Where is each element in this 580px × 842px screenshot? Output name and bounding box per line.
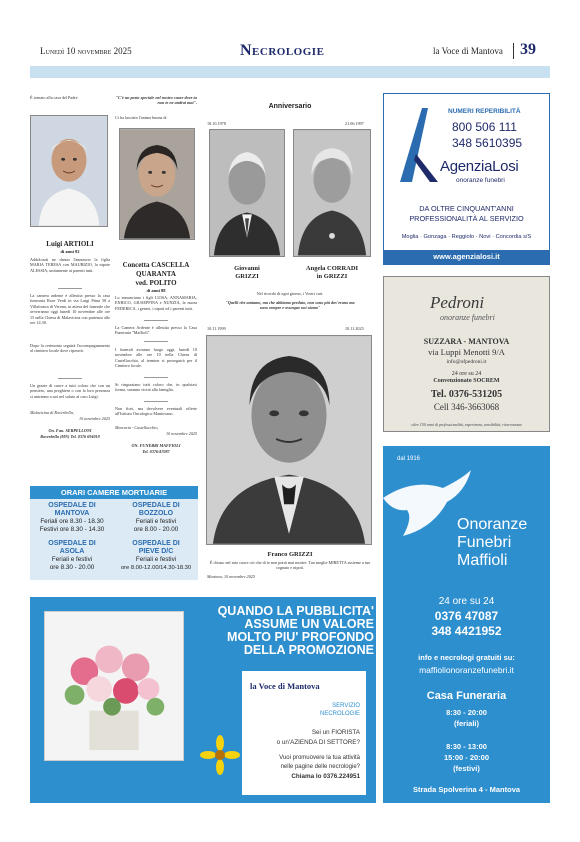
place: Malavicina di Roverbella, [30,410,74,415]
date-4: 10.11.2025 [345,326,364,331]
maffioli-title-3: Maffioli [457,552,508,569]
hospital-pieve [114,540,198,572]
funeral-home-phone: Roverbella (MN) Tel. 0376 694018 [40,434,100,439]
promo-question-3: Vuoi promuovere la tua attività [279,755,360,761]
pedroni-socrem: Convenzionato SOCREM [433,378,500,384]
name-artioli: Luigi ARTIOLI [46,240,94,248]
maffioli-hours-3-note: (festivi) [453,764,480,773]
date-2: 21.06.1997 [345,121,364,126]
name-giovanni-1: Giovanni [234,265,260,272]
pedroni-email[interactable]: info@ofpedroni.it [446,359,487,365]
ad-maffioli[interactable] [383,446,550,803]
promo-headline-2: ASSUME UN VALORE [244,617,374,631]
promo-card[interactable] [242,671,366,795]
hospital-hours: Feriali e festivi [51,556,93,563]
pedroni-tel[interactable]: Tel. 0376-531205 [430,389,503,400]
place: Mantova, 10 novembre 2025 [207,574,255,579]
name-line-3: ved. POLITO [135,279,177,287]
age-cascella: di anni 88 [146,288,166,293]
text-1: Addolorati ne danno l'annuncio la figlia MARIA TERESA con MAURIZIO, la nipote ALESSIA, unitamente ai parenti tutti. [30,257,110,273]
divider [144,377,168,378]
hospital-hours: Feriali e festivi [135,518,177,525]
promo-phone[interactable]: Chiama lo 0376.224951 [291,773,360,780]
promo-question-1: Sei un FIORISTA [311,729,360,736]
promo-question-2: o un'AZIENDA DI SETTORE? [276,739,360,746]
text-2: La camera ardente è allestita presso la casa funeraria Rose Verdi in via Luigi Prina 58 a Villafranca di Verona, in attesa del funerale che avverranno oggi lunedì 10 novembre alle ore 15 nella Chiesa di Malavicina con partenza alle ore 14.30. [30,293,110,326]
photo-franco [206,335,372,545]
hospital-hours: ore 8.00-12.00/14.30-18.30 [120,565,192,571]
age-artioli: di anni 92 [60,249,80,254]
promo-headline-1: QUANDO LA PUBBLICITA' [217,604,374,618]
promo-necrologie[interactable] [30,597,376,803]
promo-service-1: SERVIZIO [332,703,360,709]
obituary-cascella [115,95,197,480]
numeri-label: NUMERI REPERIBILITÀ [448,108,521,115]
text-5: Non fiori, ma devolvere eventuali offerte all'Istituto Oncologico Mantovano. [115,406,197,417]
losi-website[interactable]: www.agenzialosi.it [384,250,549,264]
divider [144,341,168,342]
hospital-name: OSPEDALE DI ASOLA [48,540,96,555]
quote: "C'è un posto speciale nel nostro cuore dove tu non te ne andrai mai". [115,95,197,106]
text-4: Si ringraziano tutti coloro che, in qualsiasi forma, saranno vicini alla famiglia. [115,382,197,393]
franco-text: È chiuso nel mio cuore ciò che di te non potrà mai morire. Tua moglie MIRETTA assieme a tuo cognato e nipoti. [209,560,371,571]
funeral-home-phone: Tel. 0376/47087 [142,449,170,454]
place: Marcaria - Castellucchio, [115,425,159,430]
date-1: 18.10.1978 [207,121,226,126]
paper-name: la Voce di Mantova [433,46,503,56]
ad-pedroni[interactable] [383,276,550,432]
text-1: Lo annunciano i figli LUISA, ANNAMARIA, ENRICO, GIUSEPPINA e NUNZIA, la nuora FEDERICA, i generi, i nipoti ed i parenti tutti. [115,295,197,311]
name-giovanni-2: GRIZZI [235,273,259,280]
divider [58,288,82,289]
hospital-name: OSPEDALE DI MANTOVA [48,502,96,517]
section-title: Necrologie [240,42,325,59]
mortuary-hours-box [30,486,198,580]
losi-subtitle: onoranze funebri [456,177,505,184]
name-angela-2: in GRIZZI [316,273,348,280]
pedroni-address: via Luppi Menotti 9/A [428,347,505,357]
memory-quote: "Quelli che amiamo, ma che abbiamo perduto, non sono più dov'erano ma sono sempre e ovunque noi siamo" [225,300,355,311]
promo-question-4: nelle pagine delle necrologie? [280,764,360,770]
obituary-artioli [30,95,110,480]
hospital-asola [30,540,114,572]
yellow-flower-icon [200,735,240,775]
mortuary-hours-title: ORARI CAMERE MORTUARIE [30,486,198,499]
hospital-hours: Festivi ore 8.30 - 14.30 [39,526,105,533]
memory-text: Nel ricordo di ogni giorno, i Vostri cari. [256,291,324,296]
hospital-name: OSPEDALE DI BOZZOLO [132,502,180,517]
maffioli-since: dal 1916 [397,456,421,462]
header-band [30,66,550,78]
hospital-hours: ore 8.30 - 20.00 [49,564,95,571]
anniversary-title: Anniversario [268,103,312,110]
text-3: I funerali avranno luogo oggi, lunedì 10 novembre alle ore 10 nella Chiesa di Castellucchio, al termine si proseguirà per il Cimitero locale. [115,347,197,369]
maffioli-title-1: Onoranze [457,516,528,533]
name-angela-1: Angela CORRADI [305,265,359,272]
header-divider [513,43,514,59]
divider [144,401,168,402]
hospital-hours: Feriali ore 8.30 - 18.30 [40,518,104,525]
date-3: 10.11.1999 [207,326,226,331]
date: 10 novembre 2025 [165,431,197,436]
anniversary-notice [205,95,375,585]
pedroni-town: SUZZARA - MANTOVA [423,337,510,346]
intro-text: È tornato alla casa del Padre [30,95,78,100]
hospital-mantova [30,502,114,534]
divider [144,320,168,321]
maffioli-hours-3: 15:00 - 20:00 [443,753,490,762]
promo-headline [190,605,374,657]
hospital-bozzolo [114,502,198,534]
maffioli-hours-1-note: (feriali) [453,719,479,728]
pedroni-subtitle: onoranze funebri [440,313,495,322]
pedroni-24h: 24 ore su 24 [451,371,482,377]
maffioli-info: info e necrologi gratuiti su: [418,653,515,662]
maffioli-website[interactable]: maffiolionoranzefunebri.it [419,665,514,675]
losi-towns: Moglia · Gonzaga · Reggiolo · Novi · Concordia s/S [401,234,532,240]
page-header [40,40,540,64]
text-2: La Camera Ardente è allestita presso la Casa Funeraria "Maffioli". [115,325,197,336]
pedroni-footer: oltre 150 anni di professionalità, esperienza, sensibilità, riservatezza [411,422,522,427]
photo-giovanni [209,129,285,257]
hospital-hours: Feriali e festivi [135,556,177,563]
text-3: Dopo la cerimonia seguirà l'accompagnamento al cimitero locale dove riposerà. [30,343,110,354]
intro-text: Ci ha lasciato l'anima buona di [115,115,167,120]
flowers-image [44,611,184,761]
maffioli-title-2: Funebri [457,534,512,551]
text-4: Un grazie di cuore a tutti coloro che con un pensiero, una preghiera o con la loro presenza si uniranno a noi nel saluto al caro Luigi. [30,383,110,399]
name-line-1: Concetta CASCELLA [122,261,190,269]
maffioli-24h: 24 ore su 24 [438,596,495,607]
photo-cascella [119,128,195,240]
pedroni-cell[interactable]: Cell 346-3663068 [433,402,500,412]
photo-artioli [30,115,108,227]
name-line-2: QUARANTA [136,270,176,278]
name-franco: Franco GRIZZI [267,551,313,558]
page-number: 39 [520,41,536,58]
maffioli-hours-1: 8:30 - 20:00 [446,708,487,717]
maffioli-address: Strada Spolverina 4 - Mantova [412,785,521,794]
promo-service-2: NECROLOGIE [319,711,360,717]
losi-tagline-1: DA OLTRE CINQUANT'ANNI [419,204,514,213]
pedroni-brand: Pedroni [430,293,485,312]
losi-brand: AgenziaLosi [440,158,519,175]
funeral-home: On. Fun. SERPELLONI [48,428,92,433]
losi-phone-1[interactable]: 800 506 111 [452,120,517,134]
losi-phone-2[interactable]: 348 5610395 [452,136,523,150]
header-date: Lunedì 10 novembre 2025 [40,46,132,56]
promo-headline-3: MOLTO PIU' PROFONDO [227,630,374,644]
promo-headline-4: DELLA PROMOZIONE [243,643,374,657]
maffioli-phone-1[interactable]: 0376 47087 [434,609,499,623]
date: 10 novembre 2025 [78,416,110,421]
photo-angela [293,129,371,257]
funeral-home: ON. FUNEBRI MAFFIOLI [131,443,181,448]
maffioli-hours-2: 8:30 - 13:00 [446,742,487,751]
losi-tagline-2: PROFESSIONALITÀ AL SERVIZIO [409,214,524,223]
promo-logo: la Voce di Mantova [250,681,320,691]
maffioli-phone-2[interactable]: 348 4421952 [431,624,502,638]
ad-agenzia-losi[interactable] [383,93,550,265]
divider [58,378,82,379]
hospital-hours: ore 8.00 - 20.00 [133,526,179,533]
losi-logo-icon [394,104,444,184]
maffioli-casa: Casa Funeraria [426,690,507,702]
hospital-name: OSPEDALE DI PIEVE D/C [132,540,180,555]
